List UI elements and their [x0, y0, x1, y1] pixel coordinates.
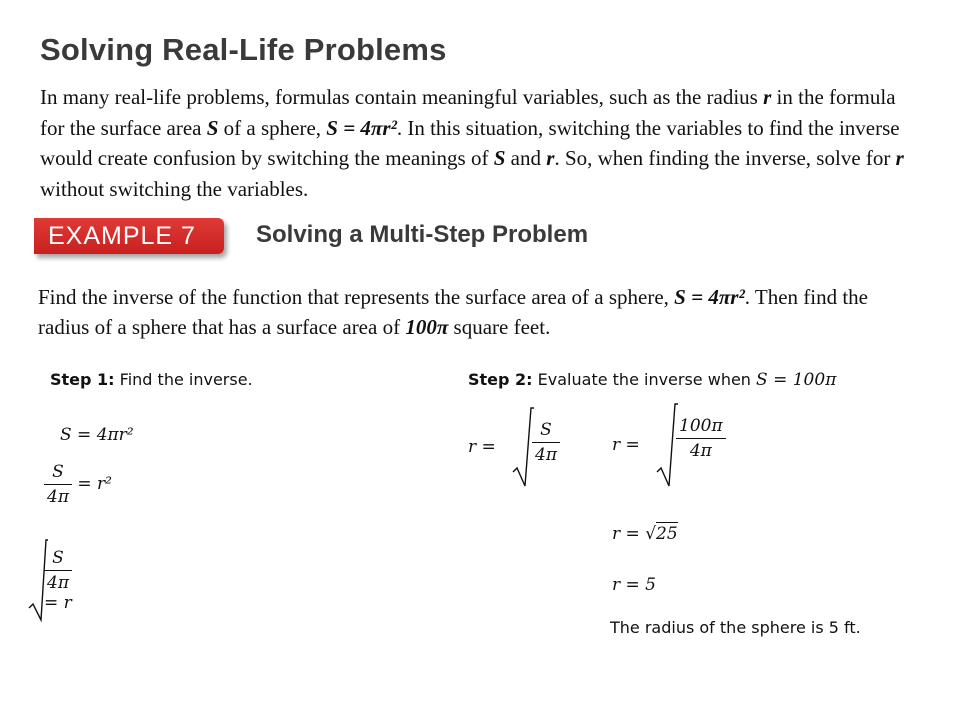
section-title: Solving Real-Life Problems: [40, 32, 447, 67]
step1-equation-1: S = 4πr²: [60, 425, 134, 445]
step1-equation-2: $\frac{S}{4\pi}$ = r²: [44, 462, 112, 507]
radical-sign: [656, 402, 678, 488]
example-badge: EXAMPLE 7: [34, 218, 224, 254]
step2-heading: Step 2: Evaluate the inverse when S = 100π: [468, 370, 837, 390]
step2-equation-2: r = $\frac{100\pi}{4\pi}$: [612, 402, 742, 488]
step2-equation-1: r = $\frac{S}{4\pi}$: [468, 406, 568, 488]
radical-sign: [512, 406, 534, 488]
step1-heading: Step 1: Find the inverse.: [50, 370, 253, 389]
step2-equation-3: r = √25: [612, 524, 678, 544]
intro-paragraph: In many real-life problems, formulas contain meaningful variables, such as the radius r in the formula for the surface area S of a sphere, S = 4πr². In this situation, switching the variables to find the inverse would create confusion by switching the meanings of S and r. So, when finding the inverse, solve for r without switching the variables.: [40, 85, 904, 201]
problem-statement: Find the inverse of the function that represents the surface area of a sphere, S = 4πr². Then find the radius of a sphere that has a surface area of 100π square feet.: [38, 285, 869, 339]
conclusion-text: The radius of the sphere is 5 ft.: [610, 618, 861, 637]
step2-equation-4: r = 5: [612, 575, 656, 595]
example-title: Solving a Multi-Step Problem: [256, 221, 589, 248]
